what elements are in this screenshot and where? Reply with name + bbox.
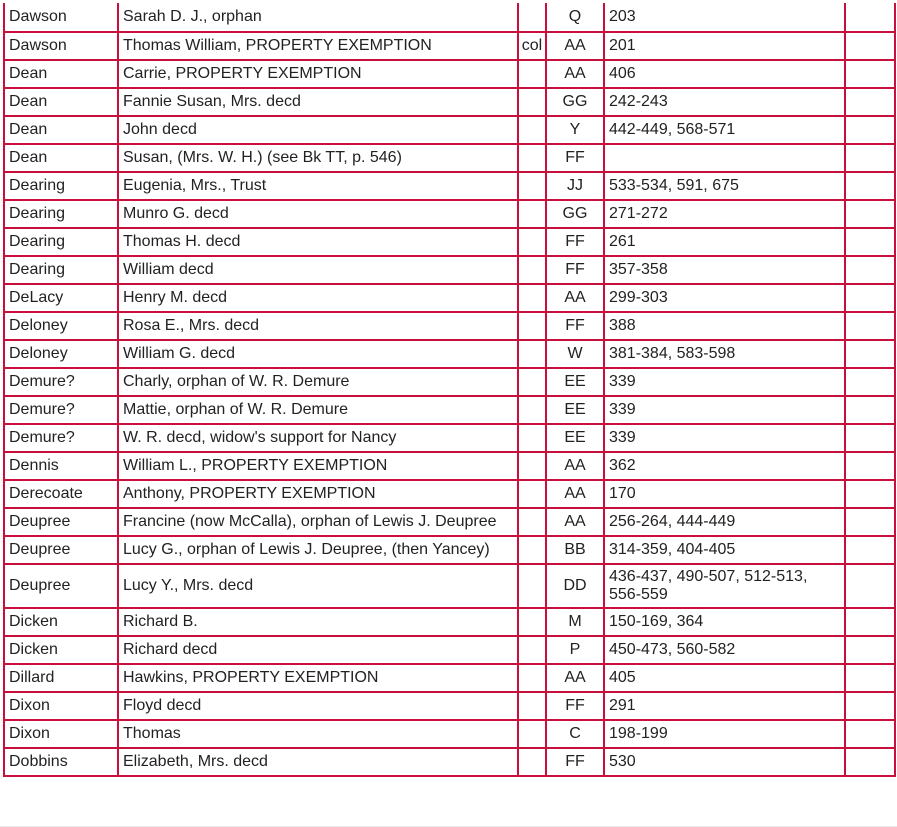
notes-cell xyxy=(845,536,895,564)
pages-cell: 339 xyxy=(604,396,845,424)
pages-cell: 388 xyxy=(604,312,845,340)
book-cell: FF xyxy=(546,312,604,340)
surname-cell: Dillard xyxy=(4,664,118,692)
race-cell xyxy=(518,116,546,144)
book-cell: EE xyxy=(546,396,604,424)
table-row xyxy=(4,3,895,32)
table-row xyxy=(4,340,895,368)
race-cell xyxy=(518,200,546,228)
pages-cell: 203 xyxy=(604,3,845,32)
race-cell xyxy=(518,144,546,172)
race-cell xyxy=(518,368,546,396)
book-cell: AA xyxy=(546,284,604,312)
notes-cell xyxy=(845,480,895,508)
given-name-cell: Thomas xyxy=(118,720,518,748)
race-cell xyxy=(518,636,546,664)
surname-cell: DeLacy xyxy=(4,284,118,312)
given-name-cell: W. R. decd, widow's support for Nancy xyxy=(118,424,518,452)
book-cell: FF xyxy=(546,228,604,256)
given-name-cell: Sarah D. J., orphan xyxy=(118,3,518,32)
book-cell: AA xyxy=(546,664,604,692)
given-name-cell: Richard B. xyxy=(118,608,518,636)
given-name-cell: Lucy G., orphan of Lewis J. Deupree, (then Yancey) xyxy=(118,536,518,564)
table-row xyxy=(4,424,895,452)
given-name-cell: William L., PROPERTY EXEMPTION xyxy=(118,452,518,480)
pages-cell: 339 xyxy=(604,424,845,452)
notes-cell xyxy=(845,720,895,748)
given-name-cell: Anthony, PROPERTY EXEMPTION xyxy=(118,480,518,508)
surname-cell: Dean xyxy=(4,60,118,88)
table-row xyxy=(4,256,895,284)
surname-cell: Demure? xyxy=(4,368,118,396)
table-row xyxy=(4,32,895,60)
given-name-cell: Susan, (Mrs. W. H.) (see Bk TT, p. 546) xyxy=(118,144,518,172)
table-row xyxy=(4,312,895,340)
pages-cell: 150-169, 364 xyxy=(604,608,845,636)
pages-cell: 291 xyxy=(604,692,845,720)
pages-cell xyxy=(604,144,845,172)
race-cell xyxy=(518,424,546,452)
pages-cell: 450-473, 560-582 xyxy=(604,636,845,664)
pages-cell: 405 xyxy=(604,664,845,692)
notes-cell xyxy=(845,312,895,340)
book-cell: C xyxy=(546,720,604,748)
race-cell xyxy=(518,692,546,720)
table-row xyxy=(4,636,895,664)
book-cell: W xyxy=(546,340,604,368)
race-cell xyxy=(518,312,546,340)
notes-cell xyxy=(845,256,895,284)
notes-cell xyxy=(845,172,895,200)
pages-cell: 299-303 xyxy=(604,284,845,312)
race-cell xyxy=(518,480,546,508)
surname-cell: Dawson xyxy=(4,3,118,32)
race-cell xyxy=(518,60,546,88)
book-cell: EE xyxy=(546,368,604,396)
surname-cell: Dicken xyxy=(4,636,118,664)
notes-cell xyxy=(845,228,895,256)
given-name-cell: Thomas H. decd xyxy=(118,228,518,256)
surname-cell: Dawson xyxy=(4,32,118,60)
given-name-cell: Rosa E., Mrs. decd xyxy=(118,312,518,340)
pages-cell: 261 xyxy=(604,228,845,256)
records-table xyxy=(3,3,896,777)
race-cell xyxy=(518,452,546,480)
book-cell: AA xyxy=(546,480,604,508)
race-cell xyxy=(518,284,546,312)
pages-cell: 198-199 xyxy=(604,720,845,748)
notes-cell xyxy=(845,396,895,424)
given-name-cell: John decd xyxy=(118,116,518,144)
given-name-cell: Munro G. decd xyxy=(118,200,518,228)
race-cell: col xyxy=(518,32,546,60)
table-row xyxy=(4,508,895,536)
race-cell xyxy=(518,536,546,564)
notes-cell xyxy=(845,636,895,664)
book-cell: AA xyxy=(546,32,604,60)
surname-cell: Demure? xyxy=(4,424,118,452)
notes-cell xyxy=(845,424,895,452)
table-row xyxy=(4,536,895,564)
book-cell: GG xyxy=(546,200,604,228)
race-cell xyxy=(518,3,546,32)
surname-cell: Deupree xyxy=(4,536,118,564)
surname-cell: Dearing xyxy=(4,172,118,200)
table-row xyxy=(4,172,895,200)
book-cell: AA xyxy=(546,60,604,88)
notes-cell xyxy=(845,284,895,312)
pages-cell: 242-243 xyxy=(604,88,845,116)
notes-cell xyxy=(845,664,895,692)
table-row xyxy=(4,200,895,228)
given-name-cell: Francine (now McCalla), orphan of Lewis J. Deupree xyxy=(118,508,518,536)
given-name-cell: Richard decd xyxy=(118,636,518,664)
table-row xyxy=(4,228,895,256)
surname-cell: Deloney xyxy=(4,340,118,368)
pages-cell: 201 xyxy=(604,32,845,60)
table-row xyxy=(4,284,895,312)
surname-cell: Dearing xyxy=(4,256,118,284)
surname-cell: Deupree xyxy=(4,564,118,608)
given-name-cell: Hawkins, PROPERTY EXEMPTION xyxy=(118,664,518,692)
surname-cell: Dixon xyxy=(4,720,118,748)
given-name-cell: Eugenia, Mrs., Trust xyxy=(118,172,518,200)
surname-cell: Dearing xyxy=(4,200,118,228)
race-cell xyxy=(518,256,546,284)
race-cell xyxy=(518,564,546,608)
given-name-cell: Fannie Susan, Mrs. decd xyxy=(118,88,518,116)
table-row xyxy=(4,692,895,720)
notes-cell xyxy=(845,3,895,32)
race-cell xyxy=(518,228,546,256)
table-row xyxy=(4,564,895,608)
surname-cell: Dean xyxy=(4,88,118,116)
notes-cell xyxy=(845,88,895,116)
table-row xyxy=(4,608,895,636)
race-cell xyxy=(518,608,546,636)
given-name-cell: Charly, orphan of W. R. Demure xyxy=(118,368,518,396)
surname-cell: Dobbins xyxy=(4,748,118,776)
notes-cell xyxy=(845,564,895,608)
book-cell: AA xyxy=(546,452,604,480)
given-name-cell: Elizabeth, Mrs. decd xyxy=(118,748,518,776)
pages-cell: 406 xyxy=(604,60,845,88)
table-row xyxy=(4,480,895,508)
notes-cell xyxy=(845,200,895,228)
table-row xyxy=(4,116,895,144)
table-row xyxy=(4,452,895,480)
surname-cell: Dean xyxy=(4,144,118,172)
book-cell: Y xyxy=(546,116,604,144)
table-row xyxy=(4,368,895,396)
records-table-body xyxy=(4,3,895,776)
notes-cell xyxy=(845,144,895,172)
pages-cell: 533-534, 591, 675 xyxy=(604,172,845,200)
surname-cell: Dennis xyxy=(4,452,118,480)
given-name-cell: Henry M. decd xyxy=(118,284,518,312)
book-cell: JJ xyxy=(546,172,604,200)
book-cell: AA xyxy=(546,508,604,536)
notes-cell xyxy=(845,368,895,396)
notes-cell xyxy=(845,60,895,88)
book-cell: FF xyxy=(546,256,604,284)
notes-cell xyxy=(845,340,895,368)
pages-cell: 362 xyxy=(604,452,845,480)
notes-cell xyxy=(845,608,895,636)
notes-cell xyxy=(845,508,895,536)
table-row xyxy=(4,144,895,172)
pages-cell: 381-384, 583-598 xyxy=(604,340,845,368)
given-name-cell: Floyd decd xyxy=(118,692,518,720)
given-name-cell: Mattie, orphan of W. R. Demure xyxy=(118,396,518,424)
surname-cell: Demure? xyxy=(4,396,118,424)
surname-cell: Deloney xyxy=(4,312,118,340)
table-row xyxy=(4,60,895,88)
table-row xyxy=(4,664,895,692)
given-name-cell: William G. decd xyxy=(118,340,518,368)
table-row xyxy=(4,88,895,116)
notes-cell xyxy=(845,748,895,776)
book-cell: DD xyxy=(546,564,604,608)
book-cell: FF xyxy=(546,692,604,720)
surname-cell: Dixon xyxy=(4,692,118,720)
race-cell xyxy=(518,340,546,368)
table-row xyxy=(4,396,895,424)
pages-cell: 339 xyxy=(604,368,845,396)
race-cell xyxy=(518,88,546,116)
surname-cell: Deupree xyxy=(4,508,118,536)
notes-cell xyxy=(845,692,895,720)
given-name-cell: Carrie, PROPERTY EXEMPTION xyxy=(118,60,518,88)
surname-cell: Dean xyxy=(4,116,118,144)
race-cell xyxy=(518,720,546,748)
book-cell: M xyxy=(546,608,604,636)
pages-cell: 357-358 xyxy=(604,256,845,284)
table-row xyxy=(4,720,895,748)
book-cell: GG xyxy=(546,88,604,116)
race-cell xyxy=(518,748,546,776)
book-cell: BB xyxy=(546,536,604,564)
pages-cell: 442-449, 568-571 xyxy=(604,116,845,144)
pages-cell: 530 xyxy=(604,748,845,776)
surname-cell: Dicken xyxy=(4,608,118,636)
race-cell xyxy=(518,508,546,536)
book-cell: FF xyxy=(546,748,604,776)
book-cell: P xyxy=(546,636,604,664)
notes-cell xyxy=(845,32,895,60)
pages-cell: 436-437, 490-507, 512-513, 556-559 xyxy=(604,564,845,608)
table-row xyxy=(4,748,895,776)
given-name-cell: Thomas William, PROPERTY EXEMPTION xyxy=(118,32,518,60)
pages-cell: 314-359, 404-405 xyxy=(604,536,845,564)
pages-cell: 256-264, 444-449 xyxy=(604,508,845,536)
book-cell: EE xyxy=(546,424,604,452)
pages-cell: 170 xyxy=(604,480,845,508)
given-name-cell: Lucy Y., Mrs. decd xyxy=(118,564,518,608)
race-cell xyxy=(518,664,546,692)
surname-cell: Dearing xyxy=(4,228,118,256)
surname-cell: Derecoate xyxy=(4,480,118,508)
pages-cell: 271-272 xyxy=(604,200,845,228)
notes-cell xyxy=(845,116,895,144)
race-cell xyxy=(518,172,546,200)
book-cell: Q xyxy=(546,3,604,32)
race-cell xyxy=(518,396,546,424)
book-cell: FF xyxy=(546,144,604,172)
notes-cell xyxy=(845,452,895,480)
given-name-cell: William decd xyxy=(118,256,518,284)
